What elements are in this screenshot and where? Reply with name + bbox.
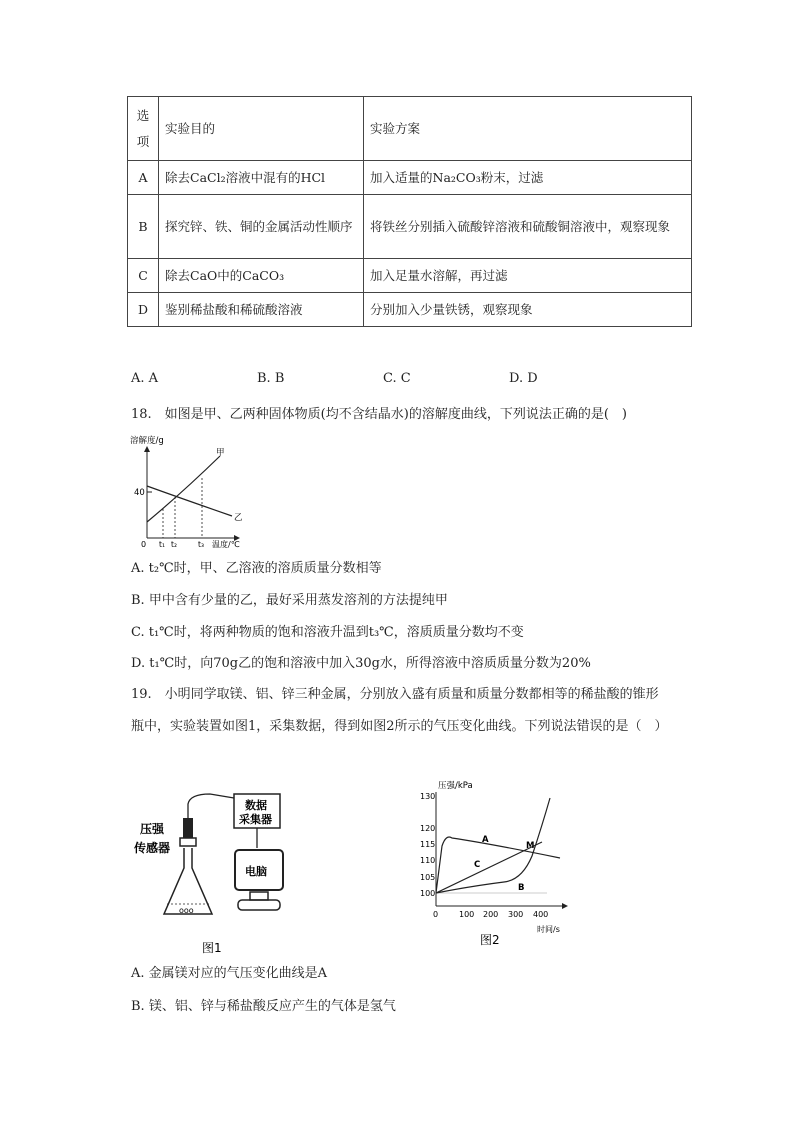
row-purpose: 除去CaCl₂溶液中混有的HCl (159, 161, 364, 195)
row-option: B (128, 195, 159, 259)
row-option: D (128, 293, 159, 327)
q19-stem-line2: 瓶中，实验装置如图1，采集数据，得到如图2所示的气压变化曲线。下列说法错误的是（ ） (131, 719, 668, 734)
x-tick-t2: t₂ (171, 540, 177, 548)
q17-choice-d[interactable]: D. D (509, 371, 538, 386)
y-tick-100: 100 (420, 889, 436, 898)
row-purpose: 探究锌、铁、铜的金属活动性顺序 (159, 195, 364, 259)
header-plan: 实验方案 (364, 97, 692, 161)
sensor-icon (183, 818, 193, 838)
table-row (128, 195, 692, 259)
svg-text:ooo: ooo (179, 906, 194, 915)
row-purpose: 除去CaO中的CaCO₃ (159, 259, 364, 293)
label-m: M (526, 841, 535, 851)
y-tick-120: 120 (420, 824, 436, 833)
label-a: A (482, 835, 489, 845)
row-option: C (128, 259, 159, 293)
sensor-label-2: 传感器 (134, 841, 171, 855)
x-tick-400: 400 (533, 910, 549, 919)
header-purpose: 实验目的 (159, 97, 364, 161)
y-tick-115: 115 (420, 840, 436, 849)
x-tick-200: 200 (483, 910, 499, 919)
label-b: B (518, 883, 525, 893)
row-plan: 分别加入少量铁锈，观察现象 (364, 293, 692, 327)
q19-option-b[interactable]: B. 镁、铝、锌与稀盐酸反应产生的气体是氢气 (131, 999, 396, 1014)
x-tick-0: 0 (433, 910, 439, 919)
x-tick-t1: t₁ (159, 540, 165, 548)
x-tick-300: 300 (508, 910, 524, 919)
q18-stem: 18. 如图是甲、乙两种固体物质(均不含结晶水)的溶解度曲线，下列说法正确的是( ) (131, 407, 627, 422)
table-header-row (128, 97, 692, 161)
row-plan: 将铁丝分别插入硫酸锌溶液和硫酸铜溶液中，观察现象 (364, 195, 692, 259)
q18-option-d[interactable]: D. t₁℃时，向70g乙的饱和溶液中加入30g水，所得溶液中溶质质量分数为20% (131, 656, 591, 671)
solubility-ylabel: 溶解度/g (130, 436, 164, 446)
computer-label: 电脑 (245, 865, 267, 878)
cable-sensor (188, 794, 234, 818)
row-option: A (128, 161, 159, 195)
label-c: C (474, 860, 481, 870)
options-table (127, 96, 692, 327)
header-option: 选 项 (128, 97, 159, 161)
pressure-ylabel: 压强/kPa (438, 781, 473, 791)
q19-option-a[interactable]: A. 金属镁对应的气压变化曲线是A (131, 966, 328, 981)
pressure-xlabel: 时间/s (537, 925, 560, 934)
q17-choice-b[interactable]: B. B (257, 371, 285, 386)
curve-jia-label: 甲 (216, 448, 225, 458)
table-row (128, 293, 692, 327)
table-row (128, 161, 692, 195)
pressure-curve-figure (412, 776, 577, 948)
table-row (128, 259, 692, 293)
collector-label-1: 数据 (245, 799, 267, 812)
solubility-curve-figure (128, 432, 258, 548)
y-tick-40: 40 (134, 488, 145, 498)
row-plan: 加入适量的Na₂CO₃粉末，过滤 (364, 161, 692, 195)
origin-label: 0 (141, 540, 147, 548)
y-axis-arrow (144, 446, 150, 452)
q18-option-b[interactable]: B. 甲中含有少量的乙，最好采用蒸发溶剂的方法提纯甲 (131, 593, 448, 608)
fig1-caption: 图1 (202, 941, 222, 955)
q17-choice-c[interactable]: C. C (383, 371, 411, 386)
curve-jia (147, 456, 220, 522)
apparatus-figure (130, 782, 300, 957)
q19-stem-line1: 19. 小明同学取镁、铝、锌三种金属，分别放入盛有质量和质量分数都相等的稀盐酸的锥形 (131, 687, 659, 702)
x-tick-100: 100 (459, 910, 475, 919)
curve-yi-label: 乙 (234, 513, 243, 523)
row-plan: 加入足量水溶解，再过滤 (364, 259, 692, 293)
q18-option-c[interactable]: C. t₁℃时，将两种物质的饱和溶液升温到t₃℃，溶质质量分数均不变 (131, 625, 524, 640)
solubility-xlabel: 温度/℃ (212, 540, 240, 548)
y-tick-110: 110 (420, 856, 436, 865)
collector-label-2: 采集器 (239, 813, 272, 826)
q18-option-a[interactable]: A. t₂℃时，甲、乙溶液的溶质质量分数相等 (131, 561, 382, 576)
sensor-label-1: 压强 (140, 822, 165, 836)
x-tick-t3: t₃ (198, 540, 204, 548)
y-tick-130: 130 (420, 792, 436, 801)
y-tick-105: 105 (420, 873, 436, 882)
row-purpose: 鉴别稀盐酸和稀硫酸溶液 (159, 293, 364, 327)
fig2-caption: 图2 (480, 933, 500, 947)
q17-choice-a[interactable]: A. A (131, 371, 159, 386)
